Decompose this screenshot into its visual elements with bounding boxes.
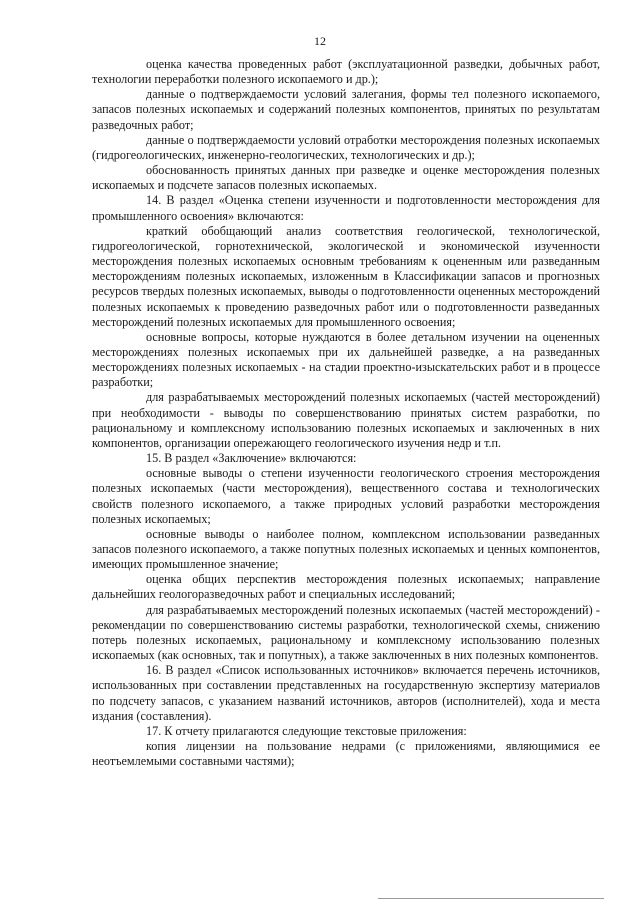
paragraph: оценка качества проведенных работ (эксплуатационной разведки, добычных работ, технологии переработки полезного ископаемого и др.); bbox=[92, 57, 600, 87]
paragraph: основные выводы о степени изученности геологического строения месторождения полезных ископаемых (части месторождения), вещественного состава и технологических свойств полезного ископаемого, а также природных условий разработки месторождения полезных ископаемых; bbox=[92, 466, 600, 526]
paragraph: для разрабатываемых месторождений полезных ископаемых (частей месторождений) - рекомендации по совершенствованию системы разработки, технологической схемы, снижению потерь полезных ископаемых, рациональному и комплексному использованию полезных ископаемых (как основных, так и попутных), а также заключенных в них полезных компонентов. bbox=[92, 602, 600, 663]
paragraph: данные о подтверждаемости условий залегания, формы тел полезного ископаемого, запасов полезных ископаемых и содержаний полезных компонентов, принятых по результатам разведочных работ; bbox=[92, 87, 600, 132]
document-body bbox=[92, 57, 600, 769]
paragraph: копия лицензии на пользование недрами (с приложениями, являющимися ее неотъемлемыми составными частями); bbox=[92, 739, 600, 769]
paragraph: краткий обобщающий анализ соответствия геологической, технологической, гидрогеологической, горнотехнической, экологической и экономической изученности месторождения полезных ископаемых основным требованиям к оцененным или разведанным месторождениям полезных ископаемых, изложенным в Классификации запасов и прогнозных ресурсов твердых полезных ископаемых, выводы о подготовленности оцененных месторождений полезных ископаемых к проведению разведочных работ или о подготовленности разведанных месторождений полезных ископаемых для промышленного освоения; bbox=[92, 223, 600, 329]
section-17-heading: 17. К отчету прилагаются следующие текстовые приложения: bbox=[146, 723, 467, 738]
paragraph: для разрабатываемых месторождений полезных ископаемых (частей месторождений) при необходимости - выводы по совершенствованию принятых систем разработки, по рациональному и комплексному использованию полезных ископаемых и заключенных в них компонентов, организации опережающего геологического изучения недр и т.п. bbox=[92, 390, 600, 450]
page-number: 12 bbox=[314, 34, 326, 48]
paragraph: основные вопросы, которые нуждаются в более детальном изучении на оцененных месторождениях полезных ископаемых при их дальнейшей разведке, а на разведанных месторождениях полезных ископаемых - на стадии проектно-изыскательских работ и в процессе разработки; bbox=[92, 329, 600, 390]
paragraph: обоснованность принятых данных при разведке и оценке месторождения полезных ископаемых и подсчете запасов полезных ископаемых. bbox=[92, 163, 600, 193]
paragraph: оценка общих перспектив месторождения полезных ископаемых; направление дальнейших геологоразведочных работ и специальных исследований; bbox=[92, 572, 600, 602]
paragraph: данные о подтверждаемости условий отработки месторождения полезных ископаемых (гидрогеологических, инженерно-геологических, технологических и др.); bbox=[92, 132, 600, 162]
section-14-heading: 14. В раздел «Оценка степени изученности и подготовленности месторождения для промышленного освоения» включаются: bbox=[92, 193, 600, 223]
section-15-heading: 15. В раздел «Заключение» включаются: bbox=[146, 451, 357, 466]
section-16-paragraph: 16. В раздел «Список использованных источников» включается перечень источников, использованных при составлении представленных на государственную экспертизу материалов по подсчету запасов, с указанием названий источников, авторов (исполнителей), хода и места издания (составления). bbox=[92, 663, 600, 723]
paragraph: основные выводы о наиболее полном, комплексном использовании разведанных запасов полезного ископаемого, а также попутных полезных ископаемых и ценных компонентов, имеющих промышленное значение; bbox=[92, 526, 600, 572]
footer-divider bbox=[378, 898, 604, 899]
